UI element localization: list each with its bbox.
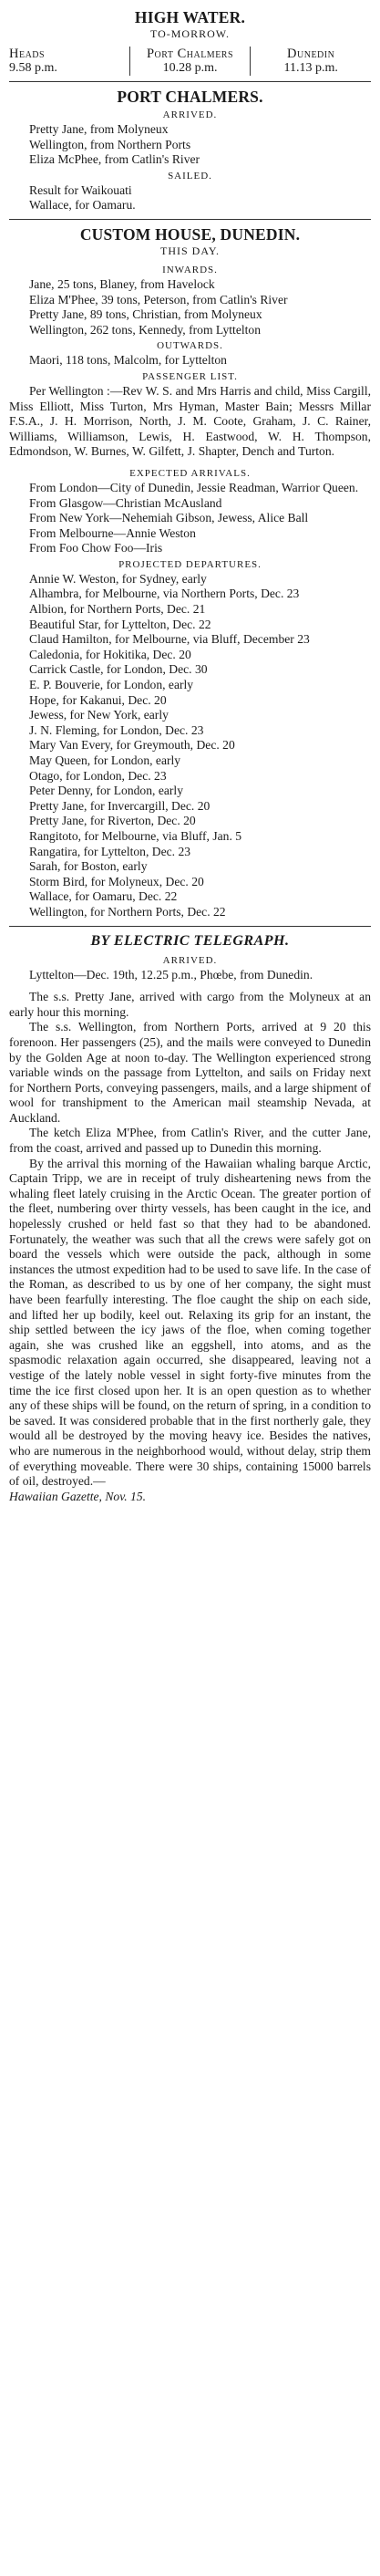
tide-port: Dunedin [287,47,335,61]
inward-entry: Eliza M'Phee, 39 tons, Peterson, from Catlin's River [29,292,288,306]
departure-entry: Carrick Castle, for London, Dec. 30 [29,662,208,677]
news-paragraph: The s.s. Pretty Jane, arrived with cargo from the Molyneux at an early hour this morning. [9,990,371,1019]
arrival-entry: Eliza McPhee, from Catlin's River [29,152,200,167]
departure-entry: Storm Bird, for Molyneux, Dec. 20 [29,874,204,888]
departure-entry: Pretty Jane, for Invercargill, Dec. 20 [29,798,211,813]
departure-entry: Caledonia, for Hokitika, Dec. 20 [29,647,191,661]
departure-entry: Wallace, for Oamaru, Dec. 22 [29,889,178,904]
inward-entry: Wellington, 262 tons, Kennedy, from Lyttelton [29,322,262,337]
divider [9,219,371,220]
departure-entry: Jewess, for New York, early [29,708,169,722]
arrival-entry: Wellington, from Northern Ports [29,137,191,151]
expected-entry: From London—City of Dunedin, Jessie Readman, Warrior Queen. [29,480,359,494]
telegraph-section [9,932,371,1505]
inward-entry: Jane, 25 tons, Blaney, from Havelock [29,276,215,291]
tide-port-chalmers [129,47,251,76]
tide-table [9,47,371,76]
expected-entry: From Glasgow—Christian McAusland [29,495,222,510]
passenger-list-heading: PASSENGER LIST. [142,370,238,382]
projected-departures-heading: PROJECTED DEPARTURES. [118,558,262,570]
tide-heads [9,47,129,76]
expected-arrivals-heading: EXPECTED ARRIVALS. [129,467,251,479]
passenger-list: Per Wellington :—Rev W. S. and Mrs Harris and child, Miss Cargill, Miss Elliott, Miss Turton, Mrs Hyman, Master Bain; Messrs Millar F.S.A., J. H. Morrison, North, J. M. Coote, Graham, J. C. Rainer, Williams, Williamson, Lewis, H. Eastwood, W. H. Thompson, Edmondson, W. Burnes, W. Gilfett, J. Shapter, Dench and Turton. [9,383,371,459]
expected-entry: From New York—Nehemiah Gibson, Jewess, Alice Ball [29,511,309,525]
tide-port: Port Chalmers [146,47,234,61]
outward-entry: Maori, 118 tons, Malcolm, for Lyttelton [29,353,227,368]
port-chalmers-section [9,88,371,213]
sailed-heading: SAILED. [168,170,212,182]
telegraph-title: BY ELECTRIC TELEGRAPH. [90,932,290,949]
departure-entry: Hope, for Kakanui, Dec. 20 [29,692,167,707]
departure-entry: Rangatira, for Lyttelton, Dec. 23 [29,844,191,858]
departure-entry: Albion, for Northern Ports, Dec. 21 [29,602,206,617]
tide-port: Heads [9,47,46,61]
sailing-entry: Wallace, for Oamaru. [29,198,136,213]
departure-entry: Peter Denny, for London, early [29,784,183,798]
custom-house-subtitle: THIS DAY. [159,244,220,257]
telegraph-arrived-heading: ARRIVED. [162,954,218,966]
departure-entry: Claud Hamilton, for Melbourne, via Bluff, December 23 [29,632,310,647]
news-paragraph: By the arrival this morning of the Hawaiian whaling barque Arctic, Captain Tripp, we are in receipt of truly disheartening news from the whaling fleet lately cruising in the Arctic Ocean. The greater portion of the fleet, numbering over thirty vessels, has been caught in the ice, and hopelessly crushed or held fast so that they had to be abandoned. Fortunately, the weather was such that all the crews were safely got on board the vessels which were outside the pack, although in some instances the utmost expedition had to be used to save life. In the case of the Roman, as described to us by one of her company, the sight must have been fearfully interesting. The floe caught the ship on each side, and lifted her up bodily, keel out. Relaxing its grip for an instant, the ship settled between the icy jaws of the floe, when coming together again, she was crushed like an eggshell, into atoms, and as the spasmodic relaxation again occurred, she disappeared, leaving not a vestige of the lately noble vessel in sight forty-five minutes from the time the ice first closed upon her. It is an open question as to whether any of these ships will be found, on the return of spring, in a condition to be saved. It was considered probable that in the first northerly gale, they would all be destroyed by the moving heavy ice. Besides the natives, who are numerous in the neighborhood would, without delay, strip them of everything moveable. There were 30 ships, containing 15000 barrels of oil, destroyed.— [9,1156,371,1489]
arrived-heading: ARRIVED. [162,109,218,120]
tide-time: 11.13 p.m. [283,61,338,75]
departure-entry: Beautiful Star, for Lyttelton, Dec. 22 [29,617,211,631]
custom-house-title: CUSTOM HOUSE, DUNEDIN. [79,224,301,244]
divider [9,81,371,82]
tide-time: 9.58 p.m. [9,61,57,75]
departure-entry: Annie W. Weston, for Sydney, early [29,571,207,586]
departure-entry: Otago, for London, Dec. 23 [29,768,167,783]
departure-entry: Rangitoto, for Melbourne, via Bluff, Jan. 5 [29,828,242,843]
arrival-entry: Pretty Jane, from Molyneux [29,122,169,136]
departure-entry: Pretty Jane, for Riverton, Dec. 20 [29,814,196,828]
high-water-section [9,8,371,76]
inward-entry: Pretty Jane, 89 tons, Christian, from Molyneux [29,307,262,322]
departure-entry: Alhambra, for Melbourne, via Northern Ports, Dec. 23 [29,587,300,601]
news-paragraph: The s.s. Wellington, from Northern Ports, arrived at 9 20 this forenoon. Her passengers (25), and the mails were conveyed to Dunedin by the Golden Age at noon to-day. The Wellington experienced strong variable winds on the passage from Lyttelton, and sails on Friday next for Northern Ports, conveying passengers, mails, and a large shipment of wool for transhipment to the American mail steamship Nevada, at Auckland. [9,1020,371,1125]
departure-entry: Mary Van Every, for Greymouth, Dec. 20 [29,738,235,753]
expected-entry: From Foo Chow Foo—Iris [29,541,163,556]
tide-time: 10.28 p.m. [162,61,218,75]
outwards-heading: OUTWARDS. [157,340,223,352]
tide-dunedin [250,47,371,76]
expected-entry: From Melbourne—Annie Weston [29,525,196,540]
port-chalmers-title: PORT CHALMERS. [117,88,263,106]
departure-entry: J. N. Fleming, for London, Dec. 23 [29,722,204,737]
custom-house-section [9,225,371,920]
departure-entry: Wellington, for Northern Ports, Dec. 22 [29,904,226,919]
sailing-entry: Result for Waikouati [29,182,132,197]
news-paragraph: The ketch Eliza M'Phee, from Catlin's River, and the cutter Jane, from the coast, arrived and passed up to Dunedin this morning. [9,1126,371,1156]
departure-entry: Sarah, for Boston, early [29,859,148,874]
high-water-title: HIGH WATER. [134,8,246,26]
high-water-subtitle: TO-MORROW. [149,27,230,40]
inwards-heading: INWARDS. [162,264,218,275]
divider [9,926,371,927]
departure-entry: May Queen, for London, early [29,753,181,767]
departure-entry: E. P. Bouverie, for London, early [29,678,194,692]
telegraph-arrival: Lyttelton—Dec. 19th, 12.25 p.m., Phœbe, from Dunedin. [29,967,313,982]
news-source: Hawaiian Gazette, Nov. 15. [9,1489,147,1503]
